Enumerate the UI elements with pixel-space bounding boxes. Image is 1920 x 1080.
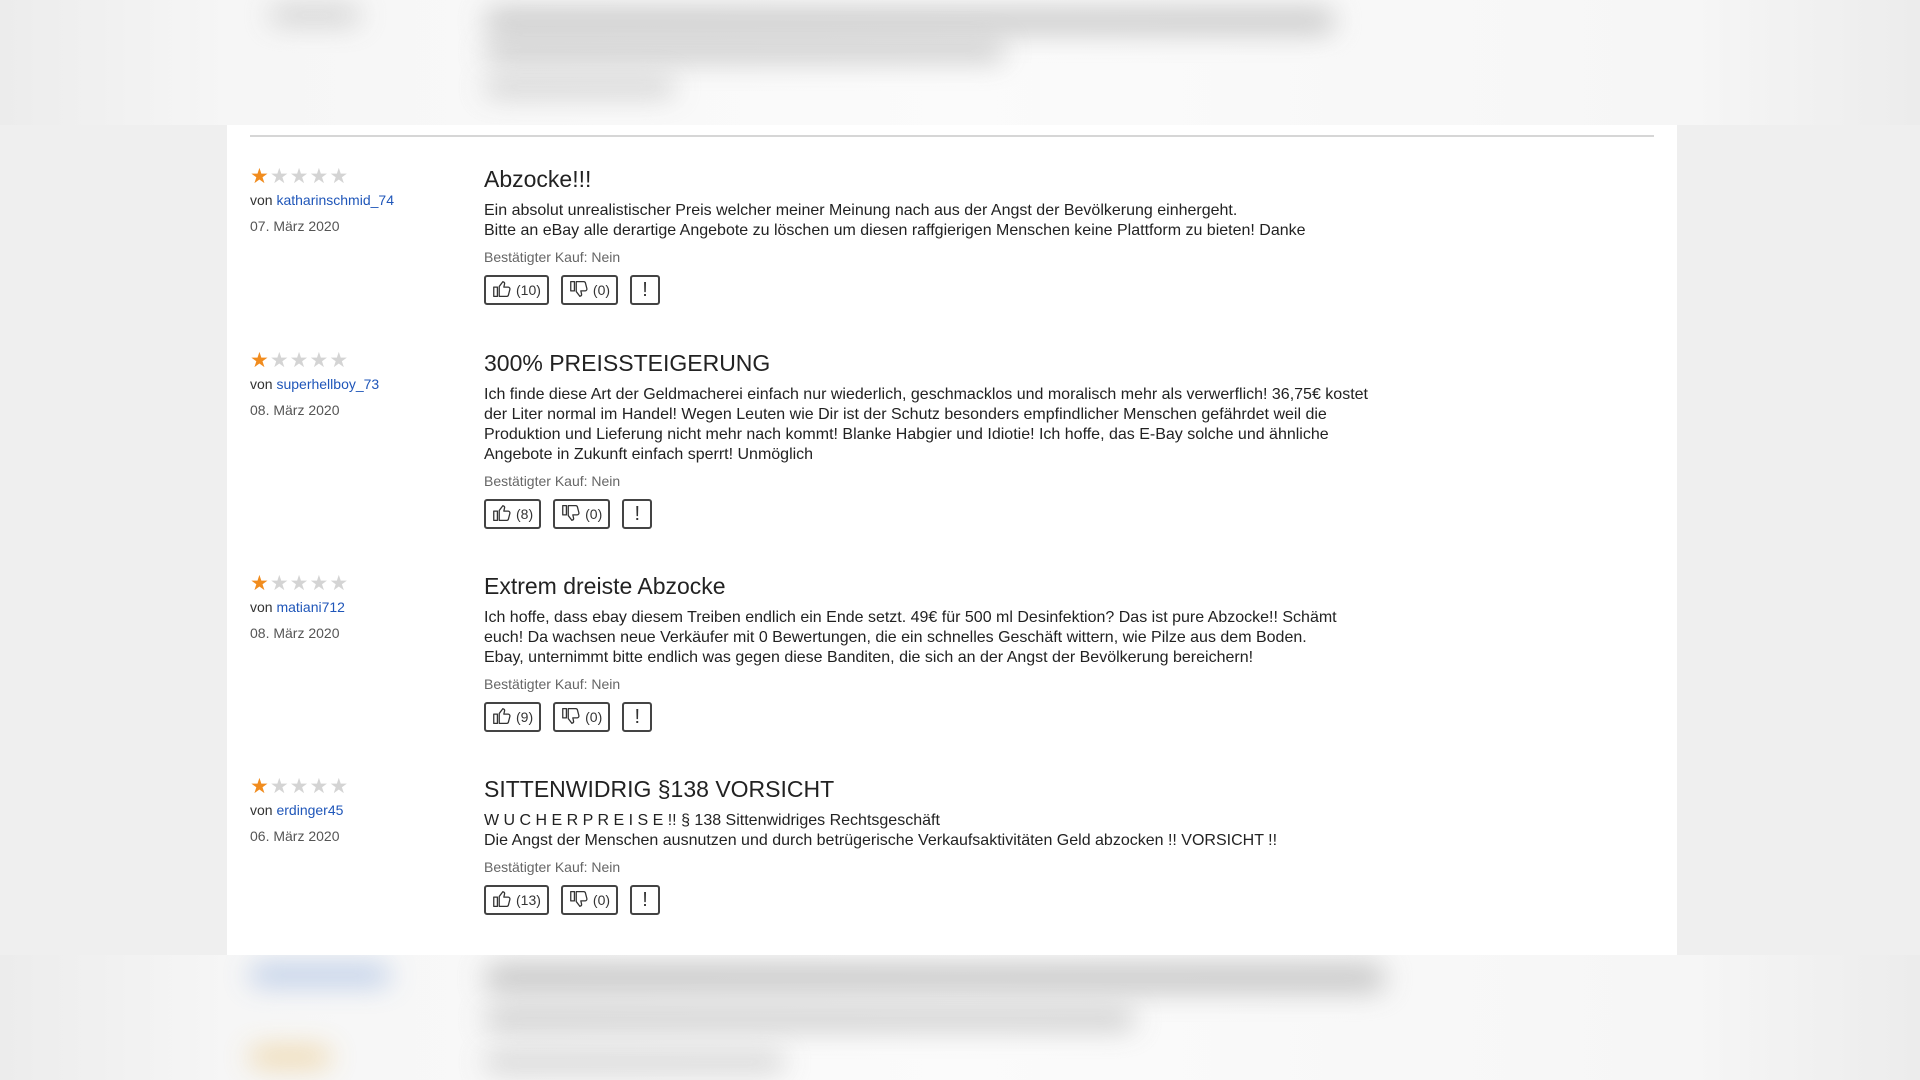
review-author: [250, 191, 450, 209]
blurred-content-bottom: [0, 955, 1920, 1080]
helpful-button[interactable]: [484, 499, 541, 529]
divider: [250, 135, 1654, 137]
review-author: [250, 375, 450, 393]
review-date: 08. März 2020: [250, 402, 340, 418]
not-helpful-button[interactable]: [553, 499, 610, 529]
helpful-count: (8): [516, 506, 534, 522]
author-link[interactable]: katharinschmid_74: [276, 192, 394, 208]
star-icon: ★: [250, 572, 269, 595]
helpful-button[interactable]: [484, 702, 541, 732]
not-helpful-count: (0): [585, 709, 603, 725]
review-body: W U C H E R P R E I S E !! § 138 Sittenwidriges Rechtsgeschäft Die Angst der Menschen ausnutzen und durch betrügerische Verkaufsaktivitäten Geld abzocken !! VORSICHT !!: [484, 812, 1278, 849]
vote-bar: [484, 885, 1464, 915]
review-date: 06. März 2020: [250, 828, 340, 844]
star-icon: ★: [289, 572, 309, 595]
thumbs-down-icon: [568, 888, 590, 913]
star-rating: [250, 165, 450, 189]
thumbs-down-icon: [560, 502, 582, 527]
exclamation-icon: !: [642, 278, 648, 301]
review-title: SITTENWIDRIG §138 VORSICHT: [484, 776, 835, 802]
thumbs-up-icon: [491, 502, 513, 527]
star-rating: [250, 572, 450, 596]
star-rating: [250, 775, 450, 799]
review-meta: [250, 165, 450, 235]
vote-bar: [484, 702, 1464, 732]
verified-value: Nein: [591, 473, 621, 489]
star-icon: ★: [269, 572, 289, 595]
verified-purchase: [484, 675, 1464, 693]
thumbs-up-icon: [491, 705, 513, 730]
star-icon: ★: [329, 165, 349, 188]
review-title: 300% PREISSTEIGERUNG: [484, 350, 771, 376]
verified-label: Bestätigter Kauf:: [484, 473, 588, 489]
thumbs-up-icon: [491, 278, 513, 303]
not-helpful-button[interactable]: [553, 702, 610, 732]
review-content: [484, 349, 1464, 529]
vote-bar: [484, 275, 1464, 305]
verified-label: Bestätigter Kauf:: [484, 676, 588, 692]
report-button[interactable]: [622, 499, 652, 529]
star-icon: ★: [269, 165, 289, 188]
star-icon: ★: [309, 775, 329, 798]
review-author: [250, 801, 450, 819]
not-helpful-count: (0): [585, 506, 603, 522]
exclamation-icon: !: [634, 502, 641, 525]
thumbs-down-icon: [568, 278, 590, 303]
review-meta: [250, 572, 450, 642]
not-helpful-count: (0): [592, 892, 611, 908]
star-icon: ★: [269, 349, 289, 372]
helpful-button[interactable]: [484, 885, 549, 915]
verified-purchase: [484, 248, 1464, 266]
star-icon: ★: [329, 572, 349, 595]
review-content: [484, 775, 1464, 915]
helpful-count: (9): [516, 709, 534, 725]
author-link[interactable]: matiani712: [276, 599, 345, 615]
helpful-button[interactable]: [484, 275, 549, 305]
author-prefix: von: [250, 599, 273, 615]
verified-value: Nein: [591, 249, 621, 265]
vote-bar: [484, 499, 1464, 529]
review-body: Ich finde diese Art der Geldmacherei einfach nur wiederlich, geschmacklos und moralisch mehr als verwerflich! 36,75€ kostet der Liter normal im Handel! Wegen Leuten wie Dir ist der Schutz besonders empfindlicher Menschen gefährdet weil die Produktion und Lieferung nicht mehr nach kommt! Blanke Habgier und Idiotie! Ich hoffe, das E-Bay solche und ähnliche Angebote in Zukunft einfach sperrt! Unmöglich: [484, 386, 1368, 463]
author-prefix: von: [250, 802, 273, 818]
helpful-count: (13): [516, 892, 541, 908]
helpful-count: (10): [516, 282, 541, 298]
review-author: [250, 598, 450, 616]
exclamation-icon: !: [634, 705, 641, 728]
verified-label: Bestätigter Kauf:: [484, 249, 588, 265]
review-title: Extrem dreiste Abzocke: [484, 573, 726, 599]
review-meta: [250, 349, 450, 419]
not-helpful-count: (0): [592, 282, 611, 298]
review-content: [484, 165, 1464, 305]
author-prefix: von: [250, 376, 273, 392]
star-icon: ★: [289, 165, 309, 188]
author-link[interactable]: erdinger45: [276, 802, 344, 818]
blurred-content-top: [0, 0, 1920, 125]
report-button[interactable]: [622, 702, 652, 732]
not-helpful-button[interactable]: [561, 275, 618, 305]
verified-value: Nein: [591, 676, 621, 692]
star-icon: ★: [289, 349, 309, 372]
verified-purchase: [484, 472, 1464, 490]
star-icon: ★: [250, 349, 269, 372]
review-date: 08. März 2020: [250, 625, 340, 641]
report-button[interactable]: [630, 885, 660, 915]
review-date: 07. März 2020: [250, 218, 340, 234]
thumbs-down-icon: [560, 705, 582, 730]
star-icon: ★: [329, 349, 349, 372]
not-helpful-button[interactable]: [561, 885, 618, 915]
verified-purchase: [484, 858, 1464, 876]
star-icon: ★: [250, 775, 269, 798]
exclamation-icon: !: [642, 888, 648, 911]
star-icon: ★: [269, 775, 289, 798]
star-rating: [250, 349, 450, 373]
review-body: Ich hoffe, dass ebay diesem Treiben endlich ein Ende setzt. 49€ für 500 ml Desinfektion? Das ist pure Abzocke!! Schämt euch! Da wachsen neue Verkäufer mit 0 Bewertungen, die ein schnelles Geschäft wittern, wie Pilze aus dem Boden. Ebay, unternimmt bitte endlich was gegen diese Banditen, die sich an der Angst der Bevölkerung bereichern!: [484, 609, 1337, 666]
review-body: Ein absolut unrealistischer Preis welcher meiner Meinung nach aus der Angst der Bevölkerung einhergeht. Bitte an eBay alle derartige Angebote zu löschen um diesen raffgierigen Menschen keine Plattform zu bieten! Danke: [484, 202, 1306, 239]
star-icon: ★: [329, 775, 349, 798]
verified-value: Nein: [591, 859, 621, 875]
author-link[interactable]: superhellboy_73: [276, 376, 380, 392]
star-icon: ★: [309, 349, 329, 372]
star-icon: ★: [289, 775, 309, 798]
star-icon: ★: [309, 165, 329, 188]
author-prefix: von: [250, 192, 273, 208]
reviews-panel: [227, 125, 1677, 955]
review-title: Abzocke!!!: [484, 166, 592, 192]
star-icon: ★: [309, 572, 329, 595]
thumbs-up-icon: [491, 888, 513, 913]
verified-label: Bestätigter Kauf:: [484, 859, 588, 875]
star-icon: ★: [250, 165, 269, 188]
report-button[interactable]: [630, 275, 660, 305]
review-content: [484, 572, 1464, 732]
review-meta: [250, 775, 450, 845]
